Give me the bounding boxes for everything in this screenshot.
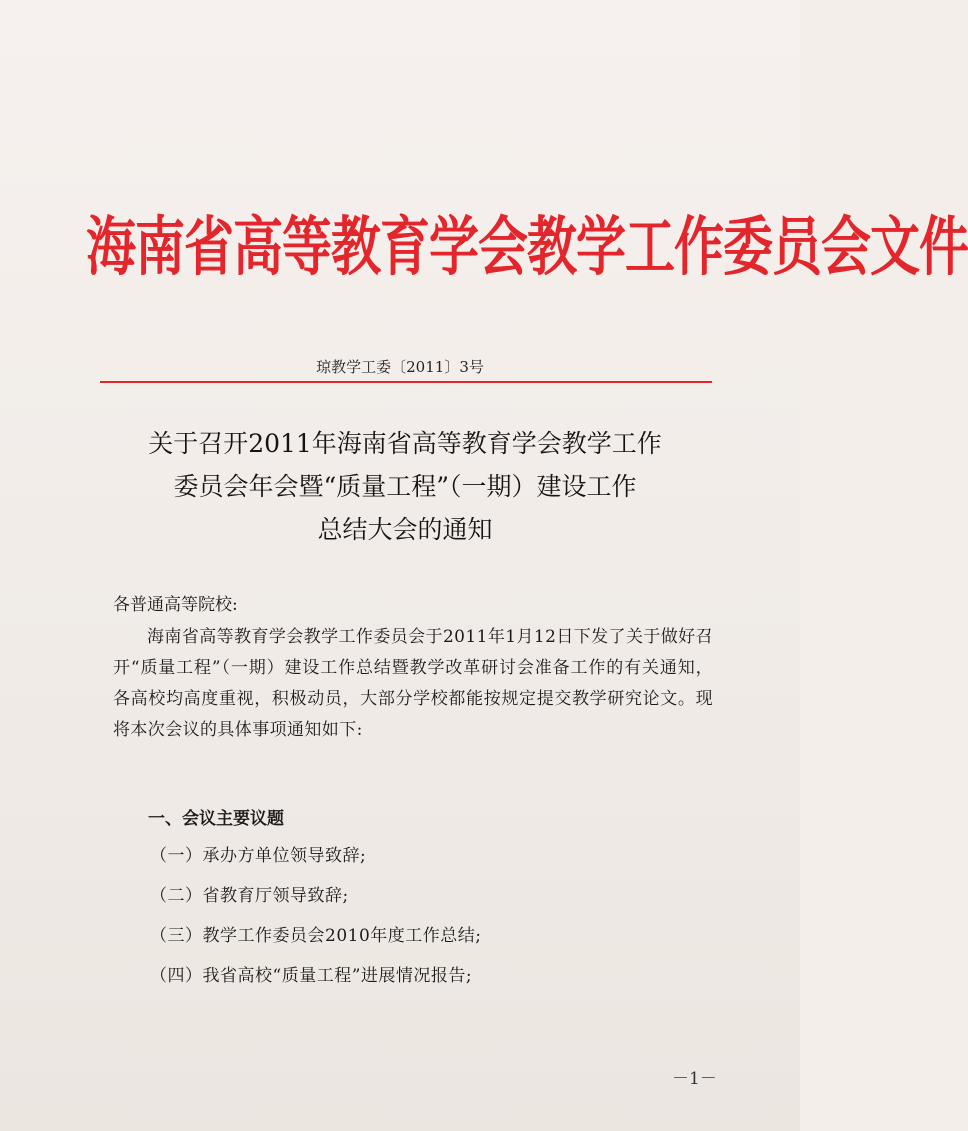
section-heading-agenda: 一、会议主要议题 <box>148 809 284 829</box>
letterhead-title: 海南省高等教育学会教学工作委员会文件 <box>86 208 968 285</box>
body-paragraph: 海南省高等教育学会教学工作委员会于2011年1月12日下发了关于做好召开“质量工程”（一期）建设工作总结暨教学改革研讨会准备工作的有关通知，各高校均高度重视，积极动员，大部分学校都能按规定提交教学研究论文。现将本次会议的具体事项通知如下: <box>113 627 713 740</box>
notice-title-line-1: 关于召开2011年海南省高等教育学会教学工作 <box>148 429 662 458</box>
notice-title-line-2: 委员会年会暨“质量工程”（一期）建设工作 <box>173 472 637 501</box>
salutation: 各普通高等院校: <box>113 595 238 615</box>
show-through-text <box>110 118 452 143</box>
agenda-item: （二）省教育厅领导致辞; <box>150 886 349 906</box>
agenda-item: （三）教学工作委员会2010年度工作总结; <box>150 926 482 946</box>
agenda-item: （一）承办方单位领导致辞; <box>150 846 367 866</box>
agenda-list <box>150 836 482 996</box>
red-separator-line <box>100 381 712 383</box>
notice-title <box>90 422 720 551</box>
document-number: 琼教学工委〔2011〕3号 <box>316 358 484 376</box>
page-number: －1－ <box>672 1069 717 1089</box>
agenda-item: （四）我省高校“质量工程”进展情况报告; <box>150 966 473 986</box>
notice-title-line-3: 总结大会的通知 <box>317 515 493 544</box>
